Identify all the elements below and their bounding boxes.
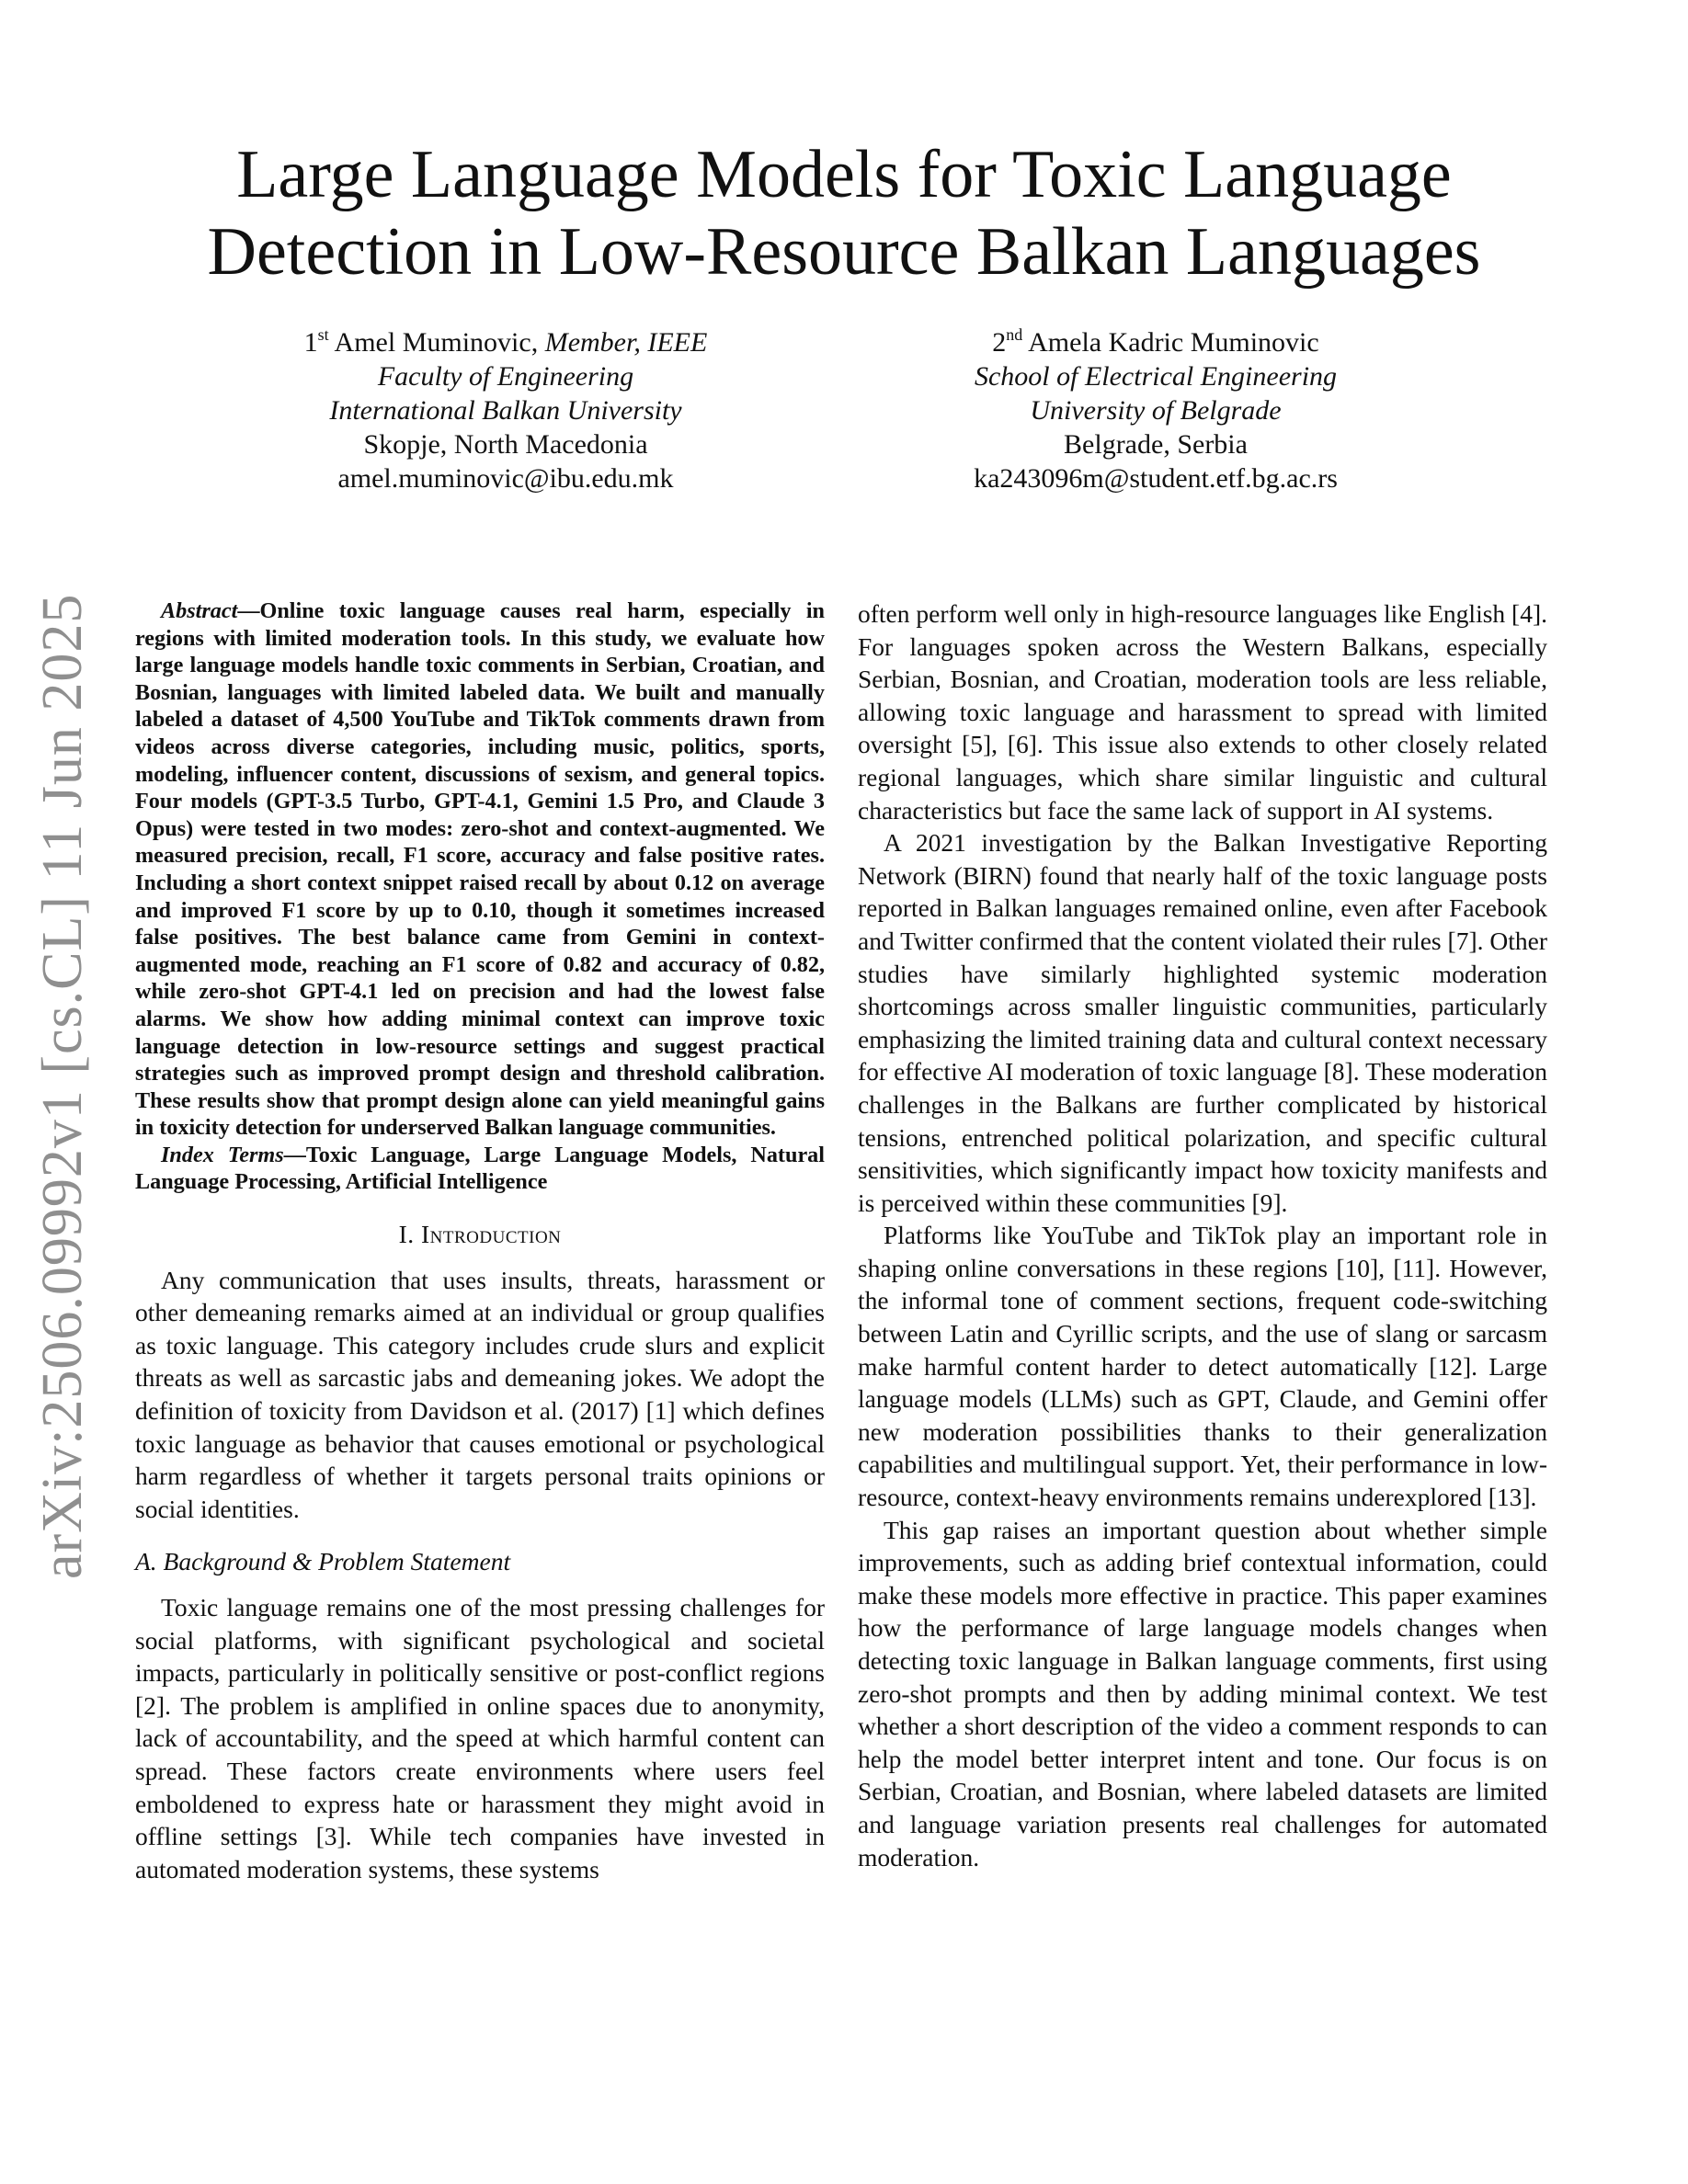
subsection-heading-background: A. Background & Problem Statement <box>135 1547 511 1576</box>
author-2-ordinal-suffix: nd <box>1006 325 1023 344</box>
author-1-role: Member, IEEE <box>544 327 708 358</box>
left-column <box>135 597 825 1885</box>
right-paragraph-3: Platforms like YouTube and TikTok play an important role in shaping online conversations in these regions [10], [11]. However, the informal tone of comment sections, frequent code-switching between Latin and Cyrillic scripts, and the use of slang or sarcasm make harmful content harder to detect automatically [12]. Large language models (LLMs) such as GPT, Claude, and Gemini offer new moderation possibilities thanks to their generalization capabilities and multilingual support. Yet, their performance in low-resource, context-heavy environments remains underexplored [13]. <box>858 1221 1547 1512</box>
section-number: I. <box>398 1220 415 1249</box>
intro-paragraph: Any communication that uses insults, threats, harassment or other demeaning remarks aimed at an individual or group qualifies as toxic language. This category includes crude slurs and explicit threats as well as sarcastic jabs and demeaning jokes. We adopt the definition of toxicity from Davidson et al. (2017) [1] which defines toxic language as behavior that causes emotional or psychological harm regardless of whether it targets personal traits opinions or social identities. <box>135 1265 825 1523</box>
right-paragraph-4: This gap raises an important question about whether simple improvements, such as adding brief contextual information, could make these models more effective in practice. This paper examines how the performance of large language models changes when detecting toxic language in Balkan language comments, first using zero-shot prompts and then by adding minimal context. We test whether a short description of the video a comment responds to can help the model better interpret intent and tone. Our focus is on Serbian, Croatian, and Bosnian, where labeled datasets are limited and language variation presents real challenges for automated moderation. <box>858 1515 1547 1871</box>
author-2-dept: School of Electrical Engineering <box>974 361 1338 392</box>
abstract-paragraph <box>135 597 825 1142</box>
author-1-dept: Faculty of Engineering <box>377 361 634 392</box>
right-paragraph-1: often perform well only in high-resource languages like English [4]. For languages spoken across the Western Balkans, especially Serbian, Bosnian, and Croatian, moderation tools are less reliable, allowing toxic language and harassment to spread with limited oversight [5], [6]. This issue also extends to other closely related regional languages, which share similar linguistic and cultural characteristics but face the same lack of support in AI systems. <box>858 599 1547 825</box>
author-1-name: Amel Muminovic, <box>334 327 539 358</box>
index-terms <box>135 1142 825 1196</box>
author-2-ordinal: 2 <box>992 327 1007 358</box>
author-2-name-line <box>898 325 1413 359</box>
right-paragraph-2: A 2021 investigation by the Balkan Investigative Reporting Network (BIRN) found that nearly half of the toxic language posts reported in Balkan languages remained online, even after Facebook and Twitter confirmed that the content violated their rules [7]. Other studies have similarly highlighted systemic moderation shortcomings across smaller linguistic communities, particularly emphasizing the limited training data and cultural context necessary for effective AI moderation of toxic language [8]. These moderation challenges in the Balkans are further complicated by historical tensions, entrenched political polarization, and specific cultural sensitivities, which significantly impact how toxicity manifests and is perceived within these communities [9]. <box>858 828 1547 1217</box>
author-block-1 <box>248 325 763 495</box>
section-title: Introduction <box>421 1220 562 1249</box>
index-terms-label: Index Terms <box>161 1142 284 1167</box>
author-1-email: amel.muminovic@ibu.edu.mk <box>337 463 674 494</box>
arxiv-identifier: arXiv:2506.09992v1 [cs.CL] 11 Jun 2025 <box>31 593 94 1579</box>
author-2-name: Amela Kadric Muminovic <box>1028 327 1319 358</box>
author-1-ordinal-suffix: st <box>317 325 329 344</box>
right-column <box>858 597 1547 1873</box>
author-1-name-line <box>248 325 763 359</box>
author-1-location: Skopje, North Macedonia <box>363 429 648 460</box>
abstract <box>135 597 825 1196</box>
background-paragraph: Toxic language remains one of the most pressing challenges for social platforms, with significant psychological and societal impacts, particularly in politically sensitive or post-conflict regions [2]. The problem is amplified in online spaces due to anonymity, lack of accountability, and the speed at which harmful content can spread. These factors create environments where users feel emboldened to express hate or harassment they might avoid in offline settings [3]. While tech companies have invested in automated moderation systems, these systems <box>135 1593 825 1883</box>
paper-title: Large Language Models for Toxic Language Detection in Low-Resource Balkan Languages <box>207 137 1481 290</box>
abstract-label: Abstract <box>161 598 238 623</box>
author-2-org: University of Belgrade <box>1030 395 1282 426</box>
section-heading-introduction <box>135 1218 825 1251</box>
author-2-location: Belgrade, Serbia <box>1064 429 1248 460</box>
author-1-ordinal: 1 <box>303 327 318 358</box>
author-2-email: ka243096m@student.etf.bg.ac.rs <box>974 463 1338 494</box>
author-1-org: International Balkan University <box>329 395 682 426</box>
author-block-2 <box>898 325 1413 495</box>
index-terms-text: —Toxic Language, Large Language Models, Natural Language Processing, Artificial Intelligence <box>135 1142 825 1195</box>
abstract-text: —Online toxic language causes real harm, especially in regions with limited moderation tools. In this study, we evaluate how large language models handle toxic comments in Serbian, Croatian, and Bosnian, languages with limited labeled data. We built and manually labeled a dataset of 4,500 YouTube and TikTok comments drawn from videos across diverse categories, including music, politics, sports, modeling, influencer content, discussions of sexism, and general topics. Four models (GPT-3.5 Turbo, GPT-4.1, Gemini 1.5 Pro, and Claude 3 Opus) were tested in two modes: zero-shot and context-augmented. We measured precision, recall, F1 score, accuracy and false positive rates. Including a short context snippet raised recall by about 0.12 on average and improved F1 score by up to 0.10, though it sometimes increased false positives. The best balance came from Gemini in context-augmented mode, reaching an F1 score of 0.82 and accuracy of 0.82, while zero-shot GPT-4.1 led on precision and had the lowest false alarms. We show how adding minimal context can improve toxic language detection in low-resource settings and suggest practical strategies such as improved prompt design and threshold calibration. These results show that prompt design alone can yield meaningful gains in toxicity detection for underserved Balkan language communities. <box>135 598 825 1141</box>
